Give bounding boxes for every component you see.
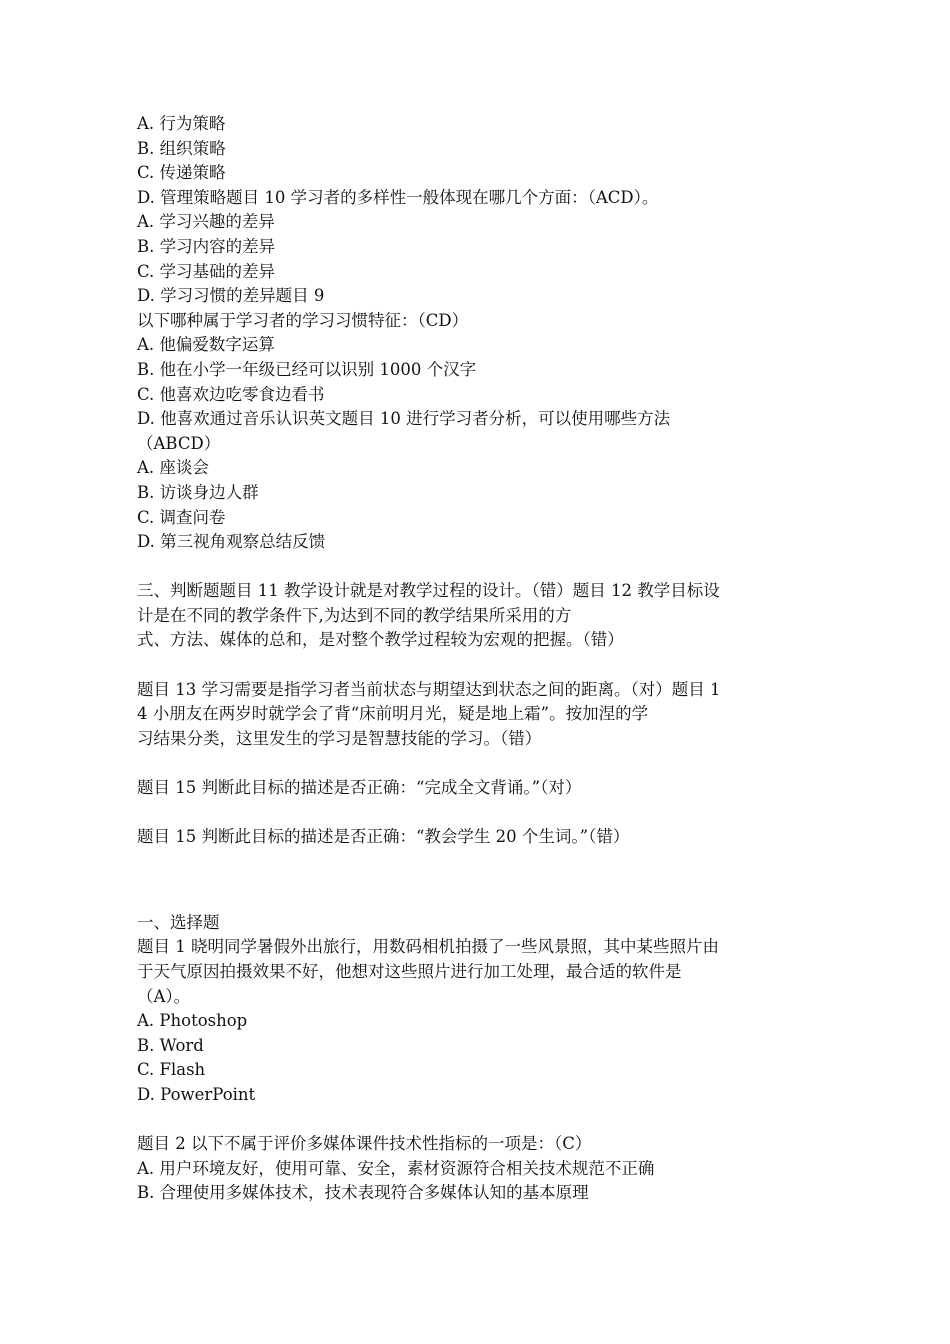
option-line: D. 管理策略题目 10 学习者的多样性一般体现在哪几个方面：（ACD）。 bbox=[137, 187, 659, 207]
judge-paragraph-4: 题目 15 判断此目标的描述是否正确：“教会学生 20 个生词。”（错） bbox=[137, 827, 630, 847]
document-page bbox=[137, 112, 817, 1206]
spacer bbox=[137, 751, 817, 776]
option-line: C. 调查问卷 bbox=[137, 507, 226, 527]
spacer bbox=[137, 801, 817, 826]
paragraph-line: 三、判断题题目 11 教学设计就是对教学过程的设计。（错）题目 12 教学目标设 bbox=[137, 581, 720, 601]
option-line: A. Photoshop bbox=[137, 1011, 248, 1031]
option-line: D. PowerPoint bbox=[137, 1084, 256, 1104]
section-choice bbox=[137, 911, 817, 1206]
option-line: A. 用户环境友好，使用可靠、安全，素材资源符合相关技术规范不正确 bbox=[137, 1158, 655, 1178]
question-line: 于天气原因拍摄效果不好，他想对这些照片进行加工处理，最合适的软件是 bbox=[137, 962, 682, 981]
option-line: A. 他偏爱数字运算 bbox=[137, 335, 275, 355]
answer-line: （ABCD） bbox=[137, 433, 221, 453]
spacer bbox=[137, 555, 817, 580]
spacer bbox=[137, 1108, 817, 1133]
option-line: D. 学习习惯的差异题目 9 bbox=[137, 286, 325, 306]
paragraph-line: 4 小朋友在两岁时就学会了背“床前明月光，疑是地上霜”。按加涅的学 bbox=[137, 704, 649, 724]
option-line: A. 座谈会 bbox=[137, 458, 209, 478]
option-line: A. 学习兴趣的差异 bbox=[137, 212, 275, 232]
paragraph-line: 习结果分类，这里发生的学习是智慧技能的学习。（错） bbox=[137, 728, 542, 748]
option-line: C. 学习基础的差异 bbox=[137, 261, 276, 281]
question-line: 题目 2 以下不属于评价多媒体课件技术性指标的一项是：（C） bbox=[137, 1134, 592, 1154]
option-line: D. 他喜欢通过音乐认识英文题目 10 进行学习者分析，可以使用哪些方法 bbox=[137, 409, 671, 429]
paragraph-line: 题目 13 学习需要是指学习者当前状态与期望达到状态之间的距离。（对）题目 1 bbox=[137, 679, 721, 699]
option-line: C. 传递策略 bbox=[137, 163, 226, 183]
option-line: B. 访谈身边人群 bbox=[137, 482, 259, 502]
judge-paragraph-1 bbox=[137, 579, 817, 653]
judge-paragraph-2 bbox=[137, 678, 817, 752]
question-block-strategies bbox=[137, 112, 817, 555]
option-line: B. Word bbox=[137, 1035, 204, 1055]
option-line: B. 他在小学一年级已经可以识别 1000 个汉字 bbox=[137, 359, 477, 379]
option-line: B. 学习内容的差异 bbox=[137, 236, 276, 256]
option-line: C. Flash bbox=[137, 1060, 206, 1080]
option-line: B. 合理使用多媒体技术，技术表现符合多媒体认知的基本原理 bbox=[137, 1183, 589, 1203]
question-line: 以下哪种属于学习者的学习习惯特征：（CD） bbox=[137, 310, 469, 330]
option-line: A. 行为策略 bbox=[137, 114, 226, 133]
paragraph-line: 计是在不同的教学条件下,为达到不同的教学结果所采用的方 bbox=[137, 605, 572, 625]
option-line: B. 组织策略 bbox=[137, 138, 226, 158]
paragraph-line: 式、方法、媒体的总和，是对整个教学过程较为宏观的把握。（错） bbox=[137, 630, 624, 650]
judge-paragraph-3: 题目 15 判断此目标的描述是否正确：“完成全文背诵。”（对） bbox=[137, 778, 582, 798]
answer-line: （A）。 bbox=[137, 986, 191, 1006]
option-line: D. 第三视角观察总结反馈 bbox=[137, 532, 326, 552]
option-line: C. 他喜欢边吃零食边看书 bbox=[137, 384, 325, 404]
spacer bbox=[137, 653, 817, 678]
spacer bbox=[137, 850, 817, 911]
question-line: 题目 1 晓明同学暑假外出旅行，用数码相机拍摄了一些风景照，其中某些照片由 bbox=[137, 937, 719, 957]
section-heading: 一、选择题 bbox=[137, 912, 220, 932]
